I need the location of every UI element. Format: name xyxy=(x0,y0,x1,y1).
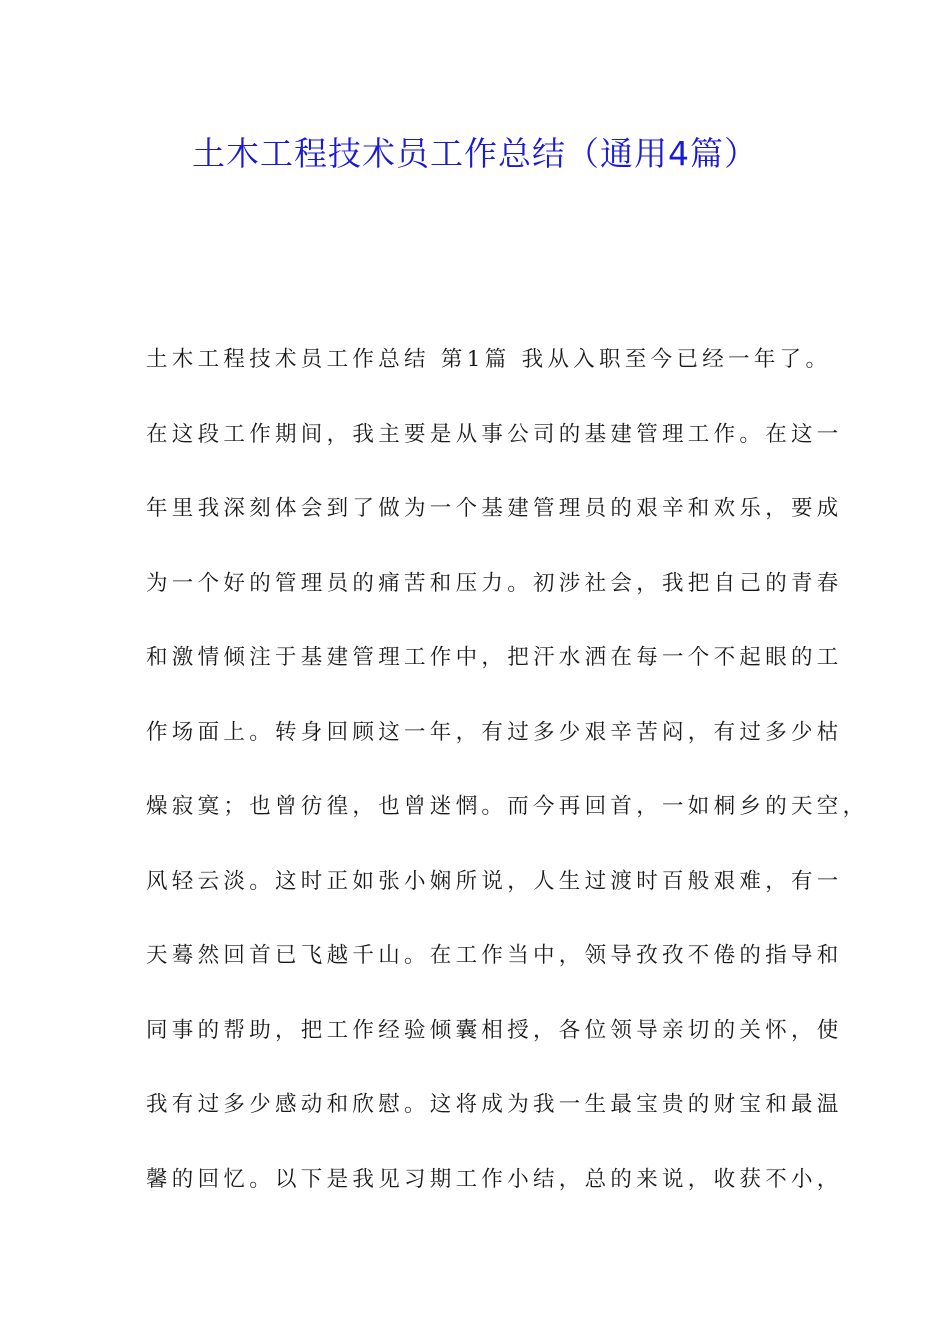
body-line: 天蓦然回首已飞越千山。在工作当中，领导孜孜不倦的指导和 xyxy=(146,943,843,968)
body-line: 风轻云淡。这时正如张小娴所说，人生过渡时百般艰难，有一 xyxy=(146,868,843,894)
body-line: 在这段工作期间，我主要是从事公司的基建管理工作。在这一 xyxy=(146,421,843,447)
body-line: 为一个好的管理员的痛苦和压力。初涉社会，我把自己的青春 xyxy=(146,570,843,596)
document-title: 土木工程技术员工作总结（通用4篇） xyxy=(192,134,758,173)
body-line: 土木工程技术员工作总结 第1篇 我从入职至今已经一年了。 xyxy=(146,347,832,372)
body-line: 作场面上。转身回顾这一年，有过多少艰辛苦闷，有过多少枯 xyxy=(146,719,843,745)
body-line: 年里我深刻体会到了做为一个基建管理员的艰辛和欢乐，要成 xyxy=(146,496,843,521)
document-body xyxy=(146,342,869,1236)
body-line: 和激情倾注于基建管理工作中，把汗水洒在每一个不起眼的工 xyxy=(146,645,843,670)
body-line: 燥寂寞；也曾彷徨，也曾迷惘。而今再回首，一如桐乡的天空， xyxy=(146,794,869,819)
body-line: 馨的回忆。以下是我见习期工作小结，总的来说，收获不小， xyxy=(146,1166,843,1192)
body-line: 我有过多少感动和欣慰。这将成为我一生最宝贵的财宝和最温 xyxy=(146,1092,843,1117)
body-line: 同事的帮助，把工作经验倾囊相授，各位领导亲切的关怀，使 xyxy=(146,1017,843,1043)
